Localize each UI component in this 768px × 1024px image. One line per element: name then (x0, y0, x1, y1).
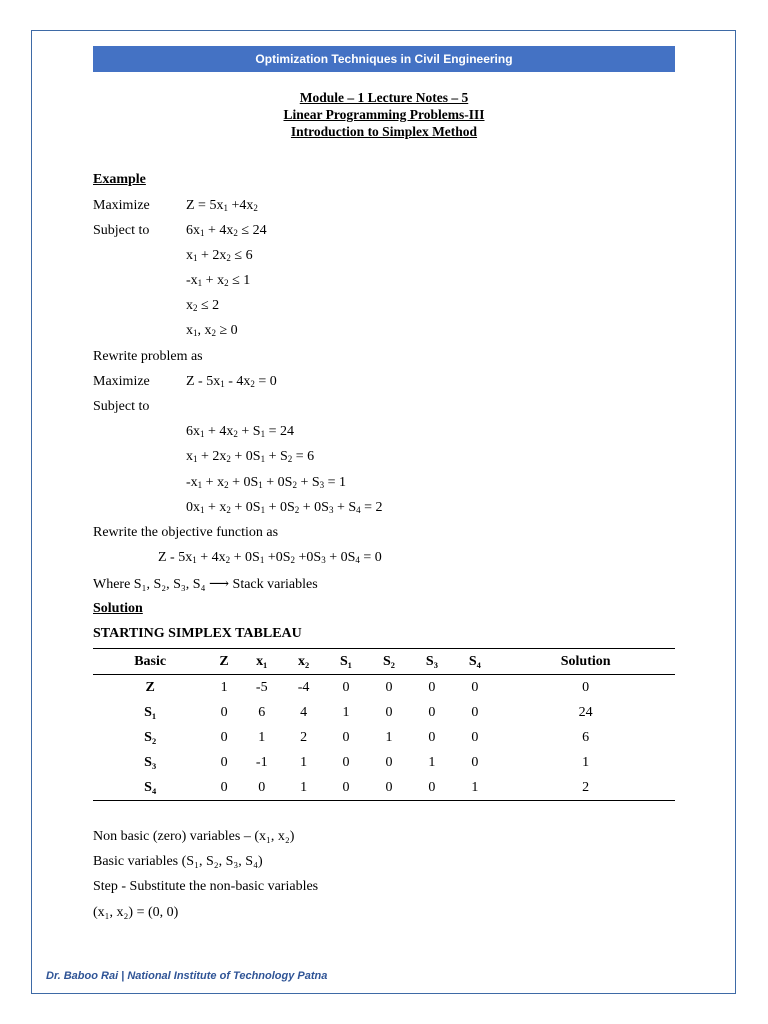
table-cell: 0 (428, 679, 436, 695)
table-cell: -4 (297, 679, 310, 695)
table-cell: 0 (428, 704, 436, 720)
table-cell: 2 (300, 729, 308, 745)
constraint-2: $x_1 + 2x_2 \le 6$ (186, 248, 253, 263)
tableau-col-header: x₂ (283, 649, 325, 675)
solution-heading: Solution (93, 601, 143, 616)
tableau-heading: STARTING SIMPLEX TABLEAU (93, 626, 302, 641)
module-title: Module – 1 Lecture Notes – 5 (299, 90, 469, 105)
basic-variables: Basic variables (S₁, S₂, S₃, S₄) (93, 854, 263, 869)
table-cell: 2 (496, 775, 675, 801)
table-cell: 0 (385, 754, 393, 770)
table-cell: 0 (241, 775, 283, 801)
table-cell: S₂ (144, 729, 157, 745)
rewrite-objective-label: Rewrite the objective function as (93, 525, 279, 540)
maximize-label-2: Maximize (93, 374, 150, 389)
example-heading: Example (93, 172, 146, 187)
table-cell: 1 (220, 679, 228, 695)
table-cell: -5 (255, 679, 268, 695)
rewritten-objective: $Z - 5x_1 - 4x_2 = 0$ (186, 374, 277, 389)
slack-constraint-4: $0x_1 + x_2 + 0S_1 + 0S_2 + 0S_3 + S_4 = 2$ (186, 500, 383, 515)
tableau-col-header: Basic (93, 649, 207, 675)
table-cell: 0 (220, 729, 228, 745)
table-cell: 4 (300, 704, 308, 720)
maximize-label: Maximize (93, 198, 150, 213)
table-cell: 1 (258, 729, 266, 745)
full-objective: $Z - 5x_1 + 4x_2 + 0S_1 +0S_2 +0S_3 + 0S_4 = 0$ (158, 550, 382, 565)
tableau-col-header: S₃ (410, 649, 453, 675)
table-cell: 0 (471, 729, 479, 745)
constraint-1: $6x_1 + 4x_2 \le 24$ (186, 223, 267, 238)
table-cell: 1 (342, 704, 350, 720)
table-row (93, 750, 675, 775)
tableau-col-header: S₂ (367, 649, 410, 675)
table-cell: 1 (582, 754, 590, 770)
table-row (93, 775, 675, 801)
tableau-col-header: S₄ (453, 649, 496, 675)
table-cell: 0 (410, 775, 453, 801)
table-cell: 0 (428, 729, 436, 745)
constraint-3: $-x_1 + x_2 \le 1$ (186, 273, 251, 288)
lecture-titles (93, 89, 675, 140)
table-cell: -1 (255, 754, 268, 770)
slack-constraint-1: $6x_1 + 4x_2 + S_1 = 24$ (186, 424, 294, 439)
table-cell: 0 (220, 754, 228, 770)
initial-solution: (x₁, x₂) = (0, 0) (93, 905, 179, 920)
table-cell: 0 (325, 775, 368, 801)
table-cell: S₁ (144, 704, 157, 720)
table-cell: 0 (385, 679, 393, 695)
topic-title: Linear Programming Problems-III (283, 107, 485, 122)
table-row (93, 675, 675, 701)
table-cell: 0 (582, 679, 590, 695)
table-cell: 6 (258, 704, 266, 720)
non-negativity: $x_1$, $x_2 \ge 0$ (186, 323, 238, 338)
table-cell: Z (145, 679, 155, 695)
table-cell: 24 (578, 704, 593, 720)
slack-constraint-3: $-x_1 + x_2 + 0S_1 + 0S_2 + S_3 = 1$ (186, 475, 347, 490)
table-cell: S₄ (93, 775, 207, 801)
slack-constraint-2: $x_1 + 2x_2 + 0S_1 + S_2 = 6$ (186, 449, 315, 464)
table-cell: 0 (471, 754, 479, 770)
rewrite-label: Rewrite problem as (93, 349, 203, 364)
tableau-col-header: Z (207, 649, 241, 675)
table-cell: 1 (428, 754, 436, 770)
subject-to-label-2: Subject to (93, 399, 150, 414)
constraint-4: $x_2 \le 2$ (186, 298, 220, 313)
table-cell: 0 (207, 775, 241, 801)
subject-to-label: Subject to (93, 223, 150, 238)
table-cell: S₃ (144, 754, 157, 770)
table-cell: 0 (471, 679, 479, 695)
subtopic-title: Introduction to Simplex Method (290, 124, 478, 139)
table-cell: 1 (300, 754, 308, 770)
objective-equation: $Z = 5x_1 +4x_2$ (186, 198, 258, 213)
slack-variables-note: Where S₁, S₂, S₃, S₄ ⟶ Stack variables (93, 577, 318, 592)
table-cell: 0 (367, 775, 410, 801)
course-banner: Optimization Techniques in Civil Engineering (93, 46, 675, 72)
table-cell: 1 (385, 729, 393, 745)
tableau-col-header: Solution (496, 649, 675, 675)
tableau-col-header: x₁ (241, 649, 283, 675)
author-footer: Dr. Baboo Rai | National Institute of Technology Patna (46, 970, 328, 982)
table-cell: 0 (220, 704, 228, 720)
tableau-header-row (93, 649, 675, 675)
table-cell: 0 (342, 679, 350, 695)
table-row (93, 725, 675, 750)
table-cell: 0 (471, 704, 479, 720)
tableau-col-header: S₁ (325, 649, 368, 675)
substitution-step: Step - Substitute the non-basic variables (93, 879, 319, 894)
simplex-tableau (93, 648, 675, 801)
table-cell: 1 (453, 775, 496, 801)
table-cell: 6 (582, 729, 590, 745)
table-cell: 1 (283, 775, 325, 801)
table-row (93, 700, 675, 725)
table-cell: 0 (342, 729, 350, 745)
table-cell: 0 (342, 754, 350, 770)
table-cell: 0 (385, 704, 393, 720)
non-basic-variables: Non basic (zero) variables – (x₁, x₂) (93, 829, 295, 844)
